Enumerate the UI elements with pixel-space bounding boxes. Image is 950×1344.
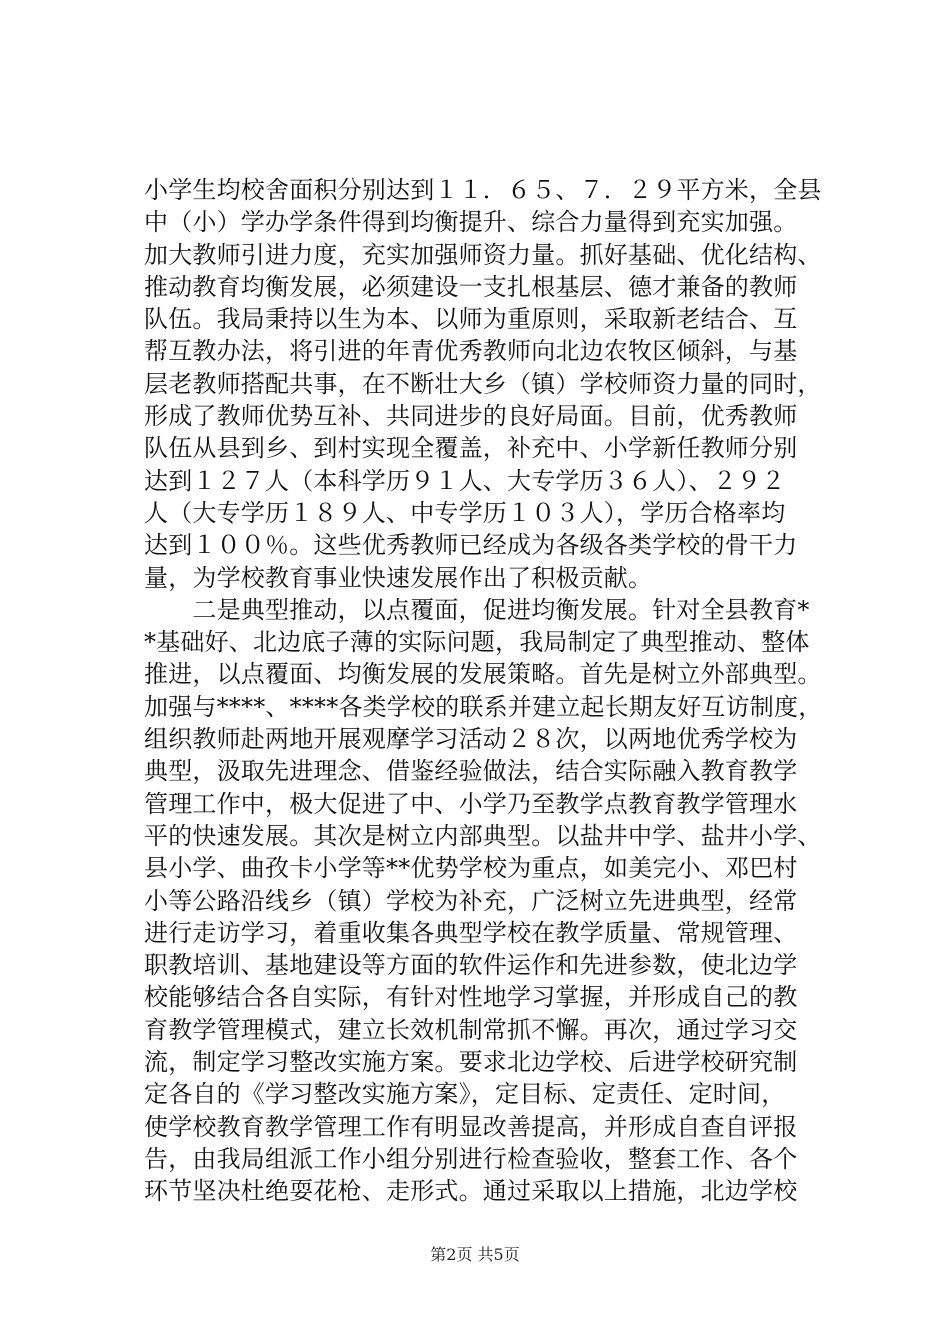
text-line: 校能够结合各自实际，有针对性地学习掌握，并形成自己的教 [144, 983, 798, 1012]
text-line: 告，由我局组派工作小组分别进行检查验收，整套工作、各个 [144, 1144, 798, 1173]
text-line: 小等公路沿线乡（镇）学校为补充，广泛树立先进典型，经常 [144, 886, 798, 915]
text-line: 加大教师引进力度，充实加强师资力量。抓好基础、优化结构、 [144, 240, 822, 269]
page-footer [0, 1245, 950, 1265]
text-line: 形成了教师优势互补、共同进步的良好局面。目前，优秀教师 [144, 402, 798, 431]
text-line: 层老教师搭配共事，在不断壮大乡（镇）学校师资力量的同时， [144, 369, 822, 398]
text-line: 量，为学校教育事业快速发展作出了积极贡献。 [144, 563, 653, 592]
text-line: 二是典型推动，以点覆面，促进均衡发展。针对全县教育* [144, 595, 810, 624]
text-line: 使学校教育教学管理工作有明显改善提高，并形成自查自评报 [144, 1112, 798, 1141]
text-line: 进行走访学习，着重收集各典型学校在教学质量、常规管理、 [144, 918, 798, 947]
text-line: 帮互教办法，将引进的年青优秀教师向北边农牧区倾斜，与基 [144, 337, 798, 366]
text-line: 中（小）学办学条件得到均衡提升、综合力量得到充实加强。 [144, 208, 798, 237]
text-line: 人（大专学历１８９人、中专学历１０３人），学历合格率均 [144, 498, 786, 527]
text-line: 队伍。我局秉持以生为本、以师为重原则，采取新老结合、互 [144, 305, 798, 334]
text-line: 达到１２７人（本科学历９１人、大专学历３６人）、２９２ [144, 466, 786, 495]
text-line: 队伍从县到乡、到村实现全覆盖，补充中、小学新任教师分别 [144, 434, 798, 463]
text-line: 推动教育均衡发展，必须建设一支扎根基层、德才兼备的教师 [144, 272, 798, 301]
text-line: 组织教师赴两地开展观摩学习活动２８次，以两地优秀学校为 [144, 725, 798, 754]
text-line: 管理工作中，极大促进了中、小学乃至教学点教育教学管理水 [144, 789, 798, 818]
text-line: 加强与****、****各类学校的联系并建立起长期友好互访制度， [144, 692, 823, 721]
text-line: 环节坚决杜绝耍花枪、走形式。通过采取以上措施，北边学校 [144, 1177, 798, 1206]
text-line: 典型，汲取先进理念、借鉴经验做法，结合实际融入教育教学 [144, 757, 798, 786]
text-line: 推进，以点覆面、均衡发展的发展策略。首先是树立外部典型。 [144, 660, 822, 689]
text-line: 县小学、曲孜卡小学等**优势学校为重点，如美完小、邓巴村 [144, 854, 798, 883]
text-line: 达到１００％。这些优秀教师已经成为各级各类学校的骨干力 [144, 531, 798, 560]
text-line: 定各自的《学习整改实施方案》，定目标、定责任、定时间， [144, 1080, 786, 1109]
text-line: 小学生均校舍面积分别达到１１．６５、７．２９平方米，全县 [144, 176, 822, 204]
body-text [144, 174, 844, 1208]
page-number: 第2页 共5页 [430, 1245, 520, 1264]
text-line: *基础好、北边底子薄的实际问题，我局制定了典型推动、整体 [144, 628, 810, 657]
text-line: 流，制定学习整改实施方案。要求北边学校、后进学校研究制 [144, 1048, 798, 1077]
text-line: 育教学管理模式，建立长效机制常抓不懈。再次，通过学习交 [144, 1015, 798, 1044]
text-line: 平的快速发展。其次是树立内部典型。以盐井中学、盐井小学、 [144, 821, 822, 850]
text-line: 职教培训、基地建设等方面的软件运作和先进参数，使北边学 [144, 951, 798, 980]
